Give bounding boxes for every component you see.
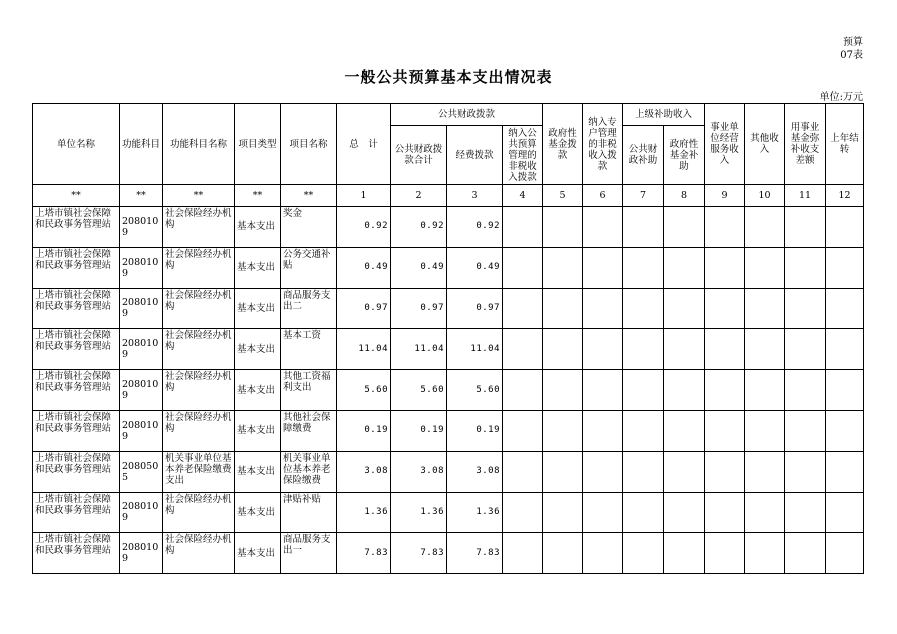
cell-fund: 3.08	[447, 451, 503, 492]
cell-empty	[623, 370, 664, 411]
cell-fund: 0.49	[447, 247, 503, 288]
cell-empty	[664, 533, 705, 574]
cell-sum: 0.19	[391, 410, 447, 451]
cell-empty	[785, 492, 826, 533]
cell-empty	[826, 329, 864, 370]
cell-empty	[826, 533, 864, 574]
header-total: 总 计	[337, 104, 391, 185]
cell-fund: 11.04	[447, 329, 503, 370]
cell-empty	[583, 207, 623, 248]
cell-empty	[503, 451, 543, 492]
header-public-sub: 公共财政补助	[623, 126, 664, 185]
cell-empty	[623, 492, 664, 533]
cell-func: 社会保险经办机构	[163, 410, 235, 451]
header-gov-fund: 政府性基金拨款	[543, 104, 583, 185]
cell-total: 1.36	[337, 492, 391, 533]
cell-name: 商品服务支出二	[281, 288, 337, 329]
cell-empty	[745, 410, 785, 451]
cell-empty	[543, 492, 583, 533]
cell-empty	[543, 207, 583, 248]
cell-empty	[623, 329, 664, 370]
cell-empty	[583, 410, 623, 451]
table-row	[33, 247, 864, 288]
cell-empty	[623, 288, 664, 329]
cell-name: 机关事业单位基本养老保险缴费	[281, 451, 337, 492]
cell-empty	[664, 410, 705, 451]
cell-empty	[705, 410, 745, 451]
header-proj-type: 项目类型	[235, 104, 281, 185]
index-cell: 5	[543, 185, 583, 207]
cell-code: 2080505	[120, 451, 163, 492]
cell-empty	[826, 410, 864, 451]
index-cell: 4	[503, 185, 543, 207]
cell-name: 其他社会保障缴费	[281, 410, 337, 451]
cell-sum: 11.04	[391, 329, 447, 370]
cell-empty	[543, 370, 583, 411]
cell-empty	[705, 451, 745, 492]
cell-empty	[785, 451, 826, 492]
cell-empty	[583, 329, 623, 370]
cell-total: 0.92	[337, 207, 391, 248]
cell-empty	[664, 329, 705, 370]
cell-sum: 0.97	[391, 288, 447, 329]
cell-empty	[785, 533, 826, 574]
header-fund-cover: 用事业基金弥补收支差额	[785, 104, 826, 185]
cell-empty	[705, 247, 745, 288]
cell-empty	[705, 207, 745, 248]
cell-empty	[745, 492, 785, 533]
unit-label: 单位:万元	[819, 92, 863, 103]
cell-func: 社会保险经办机构	[163, 288, 235, 329]
cell-empty	[826, 207, 864, 248]
table-row	[33, 451, 864, 492]
cell-code: 2080109	[120, 329, 163, 370]
header-fund-sub: 政府性基金补助	[664, 126, 705, 185]
cell-empty	[623, 207, 664, 248]
cell-func: 社会保险经办机构	[163, 247, 235, 288]
table-row	[33, 207, 864, 248]
cell-fund: 0.19	[447, 410, 503, 451]
cell-empty	[785, 370, 826, 411]
cell-fund: 1.36	[447, 492, 503, 533]
header-nontax: 纳入公共预算管理的非税收入拨款	[503, 126, 543, 185]
cell-name: 津贴补贴	[281, 492, 337, 533]
cell-empty	[583, 451, 623, 492]
header-unit-name: 单位名称	[33, 104, 120, 185]
header-special-nontax: 纳入专户管理的非税收入拨款	[583, 104, 623, 185]
cell-empty	[583, 533, 623, 574]
cell-empty	[503, 492, 543, 533]
index-cell: **	[33, 185, 120, 207]
cell-empty	[745, 247, 785, 288]
index-cell: 8	[664, 185, 705, 207]
cell-empty	[745, 451, 785, 492]
cell-empty	[785, 247, 826, 288]
cell-empty	[583, 492, 623, 533]
header-carryover: 上年结转	[826, 104, 864, 185]
cell-empty	[503, 329, 543, 370]
cell-empty	[826, 370, 864, 411]
cell-func: 社会保险经办机构	[163, 492, 235, 533]
cell-type: 基本支出	[235, 329, 281, 370]
cell-total: 3.08	[337, 451, 391, 492]
cell-empty	[745, 288, 785, 329]
index-cell: 12	[826, 185, 864, 207]
cell-empty	[503, 410, 543, 451]
cell-code: 2080109	[120, 410, 163, 451]
cell-code: 2080109	[120, 207, 163, 248]
cell-empty	[503, 370, 543, 411]
cell-unit: 上塔市镇社会保障和民政事务管理站	[33, 492, 120, 533]
cell-empty	[623, 247, 664, 288]
cell-sum: 5.60	[391, 370, 447, 411]
cell-unit: 上塔市镇社会保障和民政事务管理站	[33, 410, 120, 451]
cell-code: 2080109	[120, 370, 163, 411]
cell-empty	[583, 247, 623, 288]
cell-empty	[664, 288, 705, 329]
cell-total: 5.60	[337, 370, 391, 411]
table-row	[33, 410, 864, 451]
cell-unit: 上塔市镇社会保障和民政事务管理站	[33, 533, 120, 574]
cell-empty	[826, 492, 864, 533]
cell-empty	[705, 288, 745, 329]
cell-empty	[745, 533, 785, 574]
cell-fund: 0.92	[447, 207, 503, 248]
cell-empty	[543, 410, 583, 451]
cell-empty	[826, 247, 864, 288]
cell-empty	[664, 451, 705, 492]
cell-empty	[664, 247, 705, 288]
header-func-code: 功能科目	[120, 104, 163, 185]
cell-code: 2080109	[120, 533, 163, 574]
cell-unit: 上塔市镇社会保障和民政事务管理站	[33, 370, 120, 411]
cell-func: 社会保险经办机构	[163, 370, 235, 411]
index-cell: **	[235, 185, 281, 207]
cell-name: 基本工资	[281, 329, 337, 370]
index-cell: 3	[447, 185, 503, 207]
cell-empty	[543, 329, 583, 370]
cell-total: 0.19	[337, 410, 391, 451]
cell-empty	[543, 247, 583, 288]
cell-empty	[503, 533, 543, 574]
index-cell: 9	[705, 185, 745, 207]
header-func-name: 功能科目名称	[163, 104, 235, 185]
header-upper-sub: 上级补助收入	[623, 104, 705, 126]
header-other: 其他收入	[745, 104, 785, 185]
cell-empty	[705, 370, 745, 411]
index-cell: **	[163, 185, 235, 207]
table-row	[33, 329, 864, 370]
cell-code: 2080109	[120, 247, 163, 288]
cell-empty	[705, 329, 745, 370]
cell-type: 基本支出	[235, 451, 281, 492]
cell-empty	[785, 329, 826, 370]
cell-empty	[623, 410, 664, 451]
cell-fund: 5.60	[447, 370, 503, 411]
cell-empty	[543, 533, 583, 574]
cell-empty	[543, 451, 583, 492]
cell-fund: 7.83	[447, 533, 503, 574]
index-cell: 11	[785, 185, 826, 207]
header-public-fin: 公共财政拨款	[391, 104, 543, 126]
index-cell: **	[281, 185, 337, 207]
form-code: 预算07表	[840, 37, 863, 61]
cell-empty	[583, 288, 623, 329]
cell-empty	[785, 288, 826, 329]
header-funding: 经费拨款	[447, 126, 503, 185]
cell-sum: 3.08	[391, 451, 447, 492]
cell-empty	[664, 207, 705, 248]
cell-empty	[623, 451, 664, 492]
cell-empty	[826, 288, 864, 329]
budget-table	[32, 103, 864, 574]
cell-code: 2080109	[120, 288, 163, 329]
header-proj-name: 项目名称	[281, 104, 337, 185]
cell-func: 社会保险经办机构	[163, 329, 235, 370]
header-public-fin-sum: 公共财政拨款合计	[391, 126, 447, 185]
cell-unit: 上塔市镇社会保障和民政事务管理站	[33, 207, 120, 248]
table-row	[33, 533, 864, 574]
cell-empty	[503, 207, 543, 248]
header-biz-income: 事业单位经营服务收入	[705, 104, 745, 185]
cell-type: 基本支出	[235, 207, 281, 248]
cell-empty	[785, 410, 826, 451]
cell-type: 基本支出	[235, 492, 281, 533]
cell-unit: 上塔市镇社会保障和民政事务管理站	[33, 329, 120, 370]
cell-empty	[583, 370, 623, 411]
cell-total: 11.04	[337, 329, 391, 370]
cell-empty	[745, 207, 785, 248]
cell-empty	[623, 533, 664, 574]
index-cell: 1	[337, 185, 391, 207]
index-cell: 6	[583, 185, 623, 207]
cell-empty	[785, 207, 826, 248]
cell-empty	[705, 492, 745, 533]
cell-total: 0.49	[337, 247, 391, 288]
cell-empty	[705, 533, 745, 574]
cell-empty	[664, 492, 705, 533]
cell-unit: 上塔市镇社会保障和民政事务管理站	[33, 451, 120, 492]
cell-unit: 上塔市镇社会保障和民政事务管理站	[33, 247, 120, 288]
cell-empty	[745, 370, 785, 411]
cell-code: 2080109	[120, 492, 163, 533]
cell-name: 公务交通补贴	[281, 247, 337, 288]
cell-empty	[826, 451, 864, 492]
cell-unit: 上塔市镇社会保障和民政事务管理站	[33, 288, 120, 329]
cell-sum: 0.92	[391, 207, 447, 248]
cell-total: 7.83	[337, 533, 391, 574]
table-row	[33, 492, 864, 533]
cell-type: 基本支出	[235, 533, 281, 574]
page-title: 一般公共预算基本支出情况表	[344, 68, 553, 86]
cell-total: 0.97	[337, 288, 391, 329]
cell-func: 机关事业单位基本养老保险缴费支出	[163, 451, 235, 492]
cell-sum: 0.49	[391, 247, 447, 288]
cell-type: 基本支出	[235, 410, 281, 451]
cell-name: 商品服务支出一	[281, 533, 337, 574]
index-cell: 7	[623, 185, 664, 207]
index-cell: 2	[391, 185, 447, 207]
table-row	[33, 288, 864, 329]
cell-name: 其他工资福利支出	[281, 370, 337, 411]
index-cell: **	[120, 185, 163, 207]
cell-type: 基本支出	[235, 247, 281, 288]
cell-sum: 1.36	[391, 492, 447, 533]
cell-empty	[745, 329, 785, 370]
cell-type: 基本支出	[235, 288, 281, 329]
cell-sum: 7.83	[391, 533, 447, 574]
cell-fund: 0.97	[447, 288, 503, 329]
cell-func: 社会保险经办机构	[163, 207, 235, 248]
cell-empty	[503, 288, 543, 329]
cell-empty	[503, 247, 543, 288]
cell-name: 奖金	[281, 207, 337, 248]
cell-func: 社会保险经办机构	[163, 533, 235, 574]
cell-type: 基本支出	[235, 370, 281, 411]
index-row	[33, 185, 864, 207]
cell-empty	[543, 288, 583, 329]
index-cell: 10	[745, 185, 785, 207]
cell-empty	[664, 370, 705, 411]
table-row	[33, 370, 864, 411]
